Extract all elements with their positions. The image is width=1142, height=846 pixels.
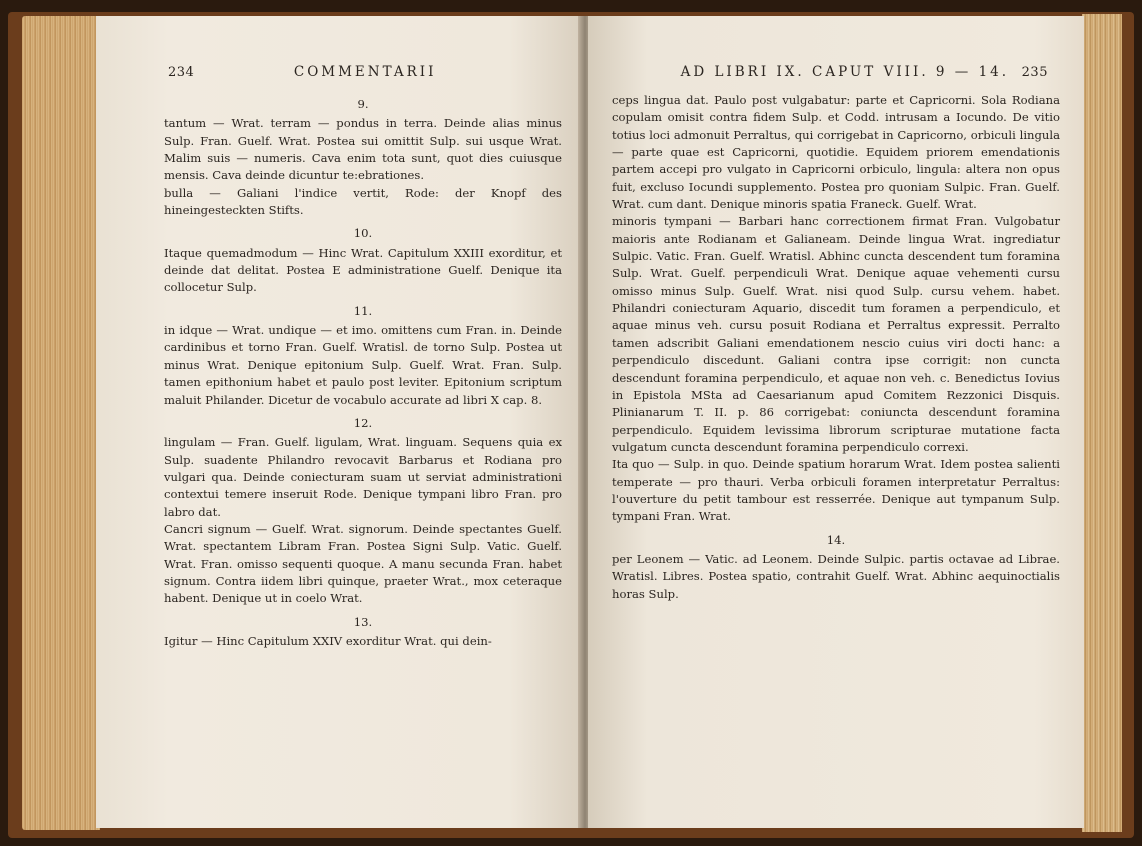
commentary-paragraph: in idque — Wrat. undique — et imo. omittens cum Fran. in. Deinde cardinibus et torno Fran. Guelf. Wratisl. de torno Sulp. Postea ut minus Wrat. Denique epitonium Sulp. Guelf. Wrat. Fran. Sulp. tamen epithonium habet et paulo post leviter. Epitonium scriptum maluit Philander. Dicetur de vocabulo accurate ad libri X cap. 8. <box>164 323 562 407</box>
left-page <box>96 16 582 828</box>
left-page-number: 234 <box>168 65 195 80</box>
section-number: 13. <box>353 614 373 629</box>
section-number: 10. <box>353 226 373 241</box>
right-header <box>644 64 1048 80</box>
right-running-head: AD LIBRI IX. CAPUT VIII. 9 — 14. <box>680 64 1010 80</box>
right-page-number: 235 <box>1021 65 1048 80</box>
commentary-paragraph: lingulam — Fran. Guelf. ligulam, Wrat. linguam. Sequens quia ex Sulp. suadente Philandro revocavit Barbarus et Rodiana pro vulgari qua. Deinde coniecturam suam ut serviat administrationi contextui temere inseruit Rode. Denique tympani libro Fran. pro labro dat. <box>164 435 562 519</box>
right-text-body <box>612 92 1060 603</box>
commentary-paragraph: Cancri signum — Guelf. Wrat. signorum. Deinde spectantes Guelf. Wrat. spectantem Libram Fran. Postea Signi Sulp. Vatic. Guelf. Wrat. Fran. omisso sequenti quoque. A manu secunda Fran. habet signum. Contra iidem libri quinque, praeter Wrat., mox ceteraque habent. Denique ut in coelo Wrat. <box>164 521 562 606</box>
page-edges-right <box>1082 14 1122 832</box>
section-number: 11. <box>353 303 373 318</box>
left-running-head: COMMENTARII <box>293 64 437 80</box>
section-number: 9. <box>357 97 369 111</box>
commentary-paragraph: bulla — Galiani l'indice vertit, Rode: der Knopf des hineingesteckten Stifts. <box>164 185 562 218</box>
commentary-paragraph: Ita quo — Sulp. in quo. Deinde spatium horarum Wrat. Idem postea salienti temperate — pro thauri. Verba orbiculi foramen interpretatur Perraltus: l'ouverture du petit tambour est resserrée. Denique aut tympanum Sulp. tympani Fran. Wrat. <box>612 457 1060 524</box>
section-number: 14. <box>826 532 846 547</box>
left-text-body <box>164 90 562 650</box>
commentary-paragraph: Itaque quemadmodum — Hinc Wrat. Capitulum XXIII exorditur, et deinde dat delitat. Postea E administratione Guelf. Denique ita collocetur Sulp. <box>164 245 562 295</box>
right-page <box>588 16 1084 828</box>
commentary-paragraph: Igitur — Hinc Capitulum XXIV exorditur Wrat. qui dein- <box>164 633 492 648</box>
section-number: 12. <box>353 415 373 430</box>
commentary-paragraph: per Leonem — Vatic. ad Leonem. Deinde Sulpic. partis octavae ad Librae. Wratisl. Libres. Postea spatio, contrahit Guelf. Wrat. Abhinc aequinoctialis horas Sulp. <box>612 551 1060 601</box>
left-header <box>168 64 560 80</box>
commentary-paragraph: tantum — Wrat. terram — pondus in terra. Deinde alias minus Sulp. Fran. Guelf. Wrat. Postea sui omittit Sulp. sui usque Wrat. Malim suis — numeris. Cava enim tota sunt, quot dies cuiusque mensis. Cava deinde dicuntur te:ebrationes. <box>164 116 562 183</box>
commentary-paragraph: ceps lingua dat. Paulo post vulgabatur: parte et Capricorni. Sola Rodiana copulam omisit contra fidem Sulp. et Codd. intrusam a Iocundo. De vitio totius loci admonuit Perraltus, qui corrigebat in Capricorno, orbiculi lingula — parte quae est Capricorni, quotidie. Equidem priorem emendationis partem accepi pro vulgato in Capricorni orbiculo, lingula: altera non opus fuit, excluso Iocundi supplemento. Postea pro quoniam Sulpic. Fran. Guelf. Wrat. cum dant. Denique minoris spatia Franeck. Guelf. Wrat. <box>612 93 1060 212</box>
commentary-paragraph: minoris tympani — Barbari hanc correctionem firmat Fran. Vulgobatur maioris ante Rodianam et Galianeam. Deinde lingua Wrat. ingrediatur Sulpic. Vatic. Fran. Guelf. Wratisl. Abhinc cuncta descendent tum foramina Sulp. Wrat. Guelf. perpendiculi Wrat. Denique aquae vehementi cursu omisso minus Sulp. Guelf. Wrat. nisi quod Sulp. cursu vehem. habet. Philandri coniecturam Aquario, discedit tum foramen a perpendiculo, et aquae minus veh. cursu posuit Rodiana et Perraltus expressit. Perralto tamen adscribit Galiani emendationem nescio cuius viri docti hanc: a perpendiculo discedunt. Galiani contra ipse corrigit: non cuncta descendunt foramina perpendiculo, et aquae non veh. c. Benedictus Iovius in Epistola MSta ad Caesarianum apud Comitem Rezzonici Disquis. Plinianarum T. II. p. 86 corrigebat: coniuncta descendunt foramina perpendiculo. Equidem levissima librorum scripturae mutatione facta vulgatum cuncta descendunt foramina perpendiculo correxi. <box>612 214 1060 454</box>
page-edges-left <box>22 16 100 830</box>
